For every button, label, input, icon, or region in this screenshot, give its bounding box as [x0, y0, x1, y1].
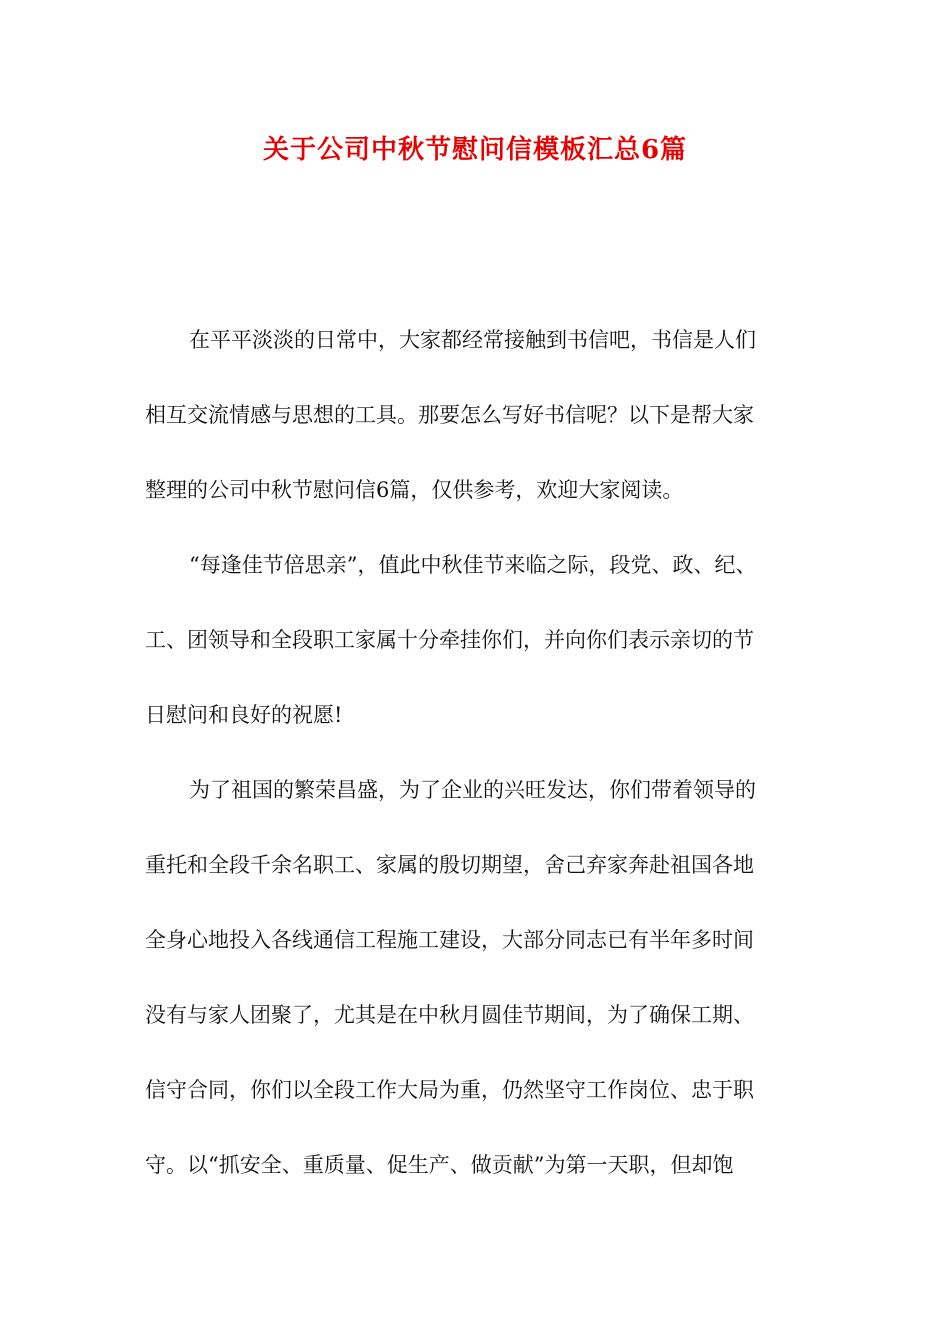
paragraph-3-line-4: 没有与家人团聚了，尤其是在中秋月圆佳节期间，为了确保工期、	[145, 1003, 754, 1027]
paragraph-3-line-6: 守。以“抓安全、重质量、促生产、做贡献”为第一天职，但却饱	[145, 1153, 734, 1177]
paragraph-3-line-1: 为了祖国的繁荣昌盛，为了企业的兴旺发达，你们带着领导的	[189, 778, 756, 802]
document-title: 关于公司中秋节慰问信模板汇总6篇	[262, 135, 688, 165]
paragraph-2-line-2: 工、团领导和全段职工家属十分牵挂你们，并向你们表示亲切的节	[145, 628, 754, 652]
paragraph-2-line-3: 日慰问和良好的祝愿!	[145, 703, 343, 727]
paragraph-3-line-3: 全身心地投入各线通信工程施工建设，大部分同志已有半年多时间	[145, 928, 754, 952]
paragraph-1-line-3: 整理的公司中秋节慰问信6篇，仅供参考，欢迎大家阅读。	[145, 478, 684, 502]
paragraph-2-line-1: “每逢佳节倍思亲”，值此中秋佳节来临之际，段党、政、纪、	[189, 553, 757, 577]
paragraph-3-line-5: 信守合同，你们以全段工作大局为重，仍然坚守工作岗位、忠于职	[145, 1078, 754, 1102]
paragraph-3-line-2: 重托和全段千余名职工、家属的殷切期望，舍己弃家奔赴祖国各地	[145, 853, 754, 877]
paragraph-1-line-2: 相互交流情感与思想的工具。那要怎么写好书信呢？以下是帮大家	[145, 403, 754, 427]
paragraph-1-line-1: 在平平淡淡的日常中，大家都经常接触到书信吧，书信是人们	[189, 328, 756, 352]
